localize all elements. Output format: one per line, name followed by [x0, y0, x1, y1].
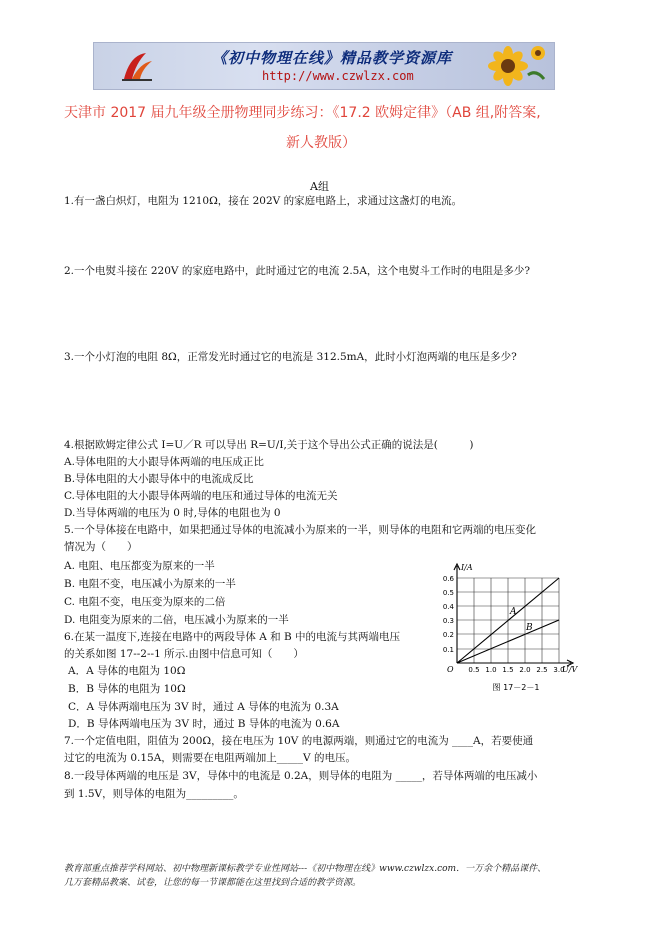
x-tick-label: 3.0	[553, 666, 565, 674]
y-axis-label: I/A	[461, 563, 473, 572]
figure-17-2-1	[438, 560, 580, 696]
line-b-label: B	[526, 623, 533, 633]
question-7-line-2: 过它的电流为 0.15A，则需要在电阻两端加上_____V 的电压。	[64, 752, 356, 764]
x-tick-label: 1.0	[485, 666, 497, 674]
line-a-label: A	[510, 607, 517, 617]
question-6-option-b: B．B 导体的电阻为 10Ω	[68, 683, 186, 695]
question-4-option-b: B.导体电阻的大小跟导体中的电流成反比	[64, 473, 254, 485]
question-3: 3.一个小灯泡的电阻 8Ω，正常发光时通过它的电流是 312.5mA，此时小灯泡两端的电压是多少?	[64, 351, 517, 363]
origin-label: O	[447, 665, 454, 674]
x-tick-label: 1.5	[502, 666, 514, 674]
title-line-1: 天津市 2017 届九年级全册物理同步练习：《17.2 欧姆定律》（AB 组,附答案,	[64, 105, 541, 121]
question-4-option-c: C.导体电阻的大小跟导体两端的电压和通过导体的电流无关	[64, 490, 338, 502]
question-5-line-2: 情况为（ ）	[64, 541, 138, 553]
question-8-line-2: 到 1.5V，则导体的电阻为_________。	[64, 788, 244, 800]
y-tick-label: 0.1	[442, 646, 454, 654]
x-axis-label: U/V	[562, 665, 578, 674]
x-tick-label: 0.5	[468, 666, 480, 674]
question-6-option-d: D．B 导体两端电压为 3V 时，通过 B 导体的电流为 0.6A	[68, 718, 340, 730]
page-footer	[64, 862, 624, 890]
question-5-option-a: A. 电阻、电压都变为原来的一半	[64, 560, 215, 572]
question-6-line-2: 的关系如图 17--2--1 所示.由图中信息可知（ ）	[64, 648, 304, 660]
title-line-2: 新人教版）	[286, 135, 356, 151]
header-banner	[93, 42, 555, 90]
question-5-option-b: B. 电阻不变，电压减小为原来的一半	[64, 578, 236, 590]
question-4-option-d: D.当导体两端的电压为 0 时,导体的电阻也为 0	[64, 507, 281, 519]
y-tick-label: 0.3	[442, 617, 454, 625]
y-tick-label: 0.6	[442, 575, 454, 583]
question-4: 4.根据欧姆定律公式 I=U／R 可以导出 R=U/I,关于这个导出公式正确的说法是( )	[64, 439, 474, 451]
question-1: 1.有一盏白炽灯，电阻为 1210Ω，接在 202V 的家庭电路上，求通过这盏灯的电流。	[64, 195, 463, 207]
y-tick-label: 0.5	[442, 589, 454, 597]
question-5-line-1: 5.一个导体接在电路中，如果把通过导体的电流减小为原来的一半，则导体的电阻和它两端的电压变化	[64, 524, 537, 536]
sunflower-icon	[478, 45, 548, 87]
question-6-option-c: C．A 导体两端电压为 3V 时，通过 A 导体的电流为 0.3A	[68, 701, 339, 713]
group-label: A组	[310, 180, 329, 193]
x-tick-label: 2.5	[536, 666, 548, 674]
question-5-option-c: C. 电阻不变，电压变为原来的二倍	[64, 596, 226, 608]
y-tick-label: 0.2	[442, 631, 454, 639]
question-8-line-1: 8.一段导体两端的电压是 3V，导体中的电流是 0.2A，则导体的电阻为 _____，若导体两端的电压减小	[64, 770, 538, 782]
figure-caption: 图 17－2－1	[492, 683, 540, 692]
banner-url[interactable]: http://www.czwlzx.com	[262, 69, 414, 83]
site-logo-icon	[120, 49, 154, 83]
banner-title: 《初中物理在线》精品教学资源库	[212, 49, 453, 67]
question-6-line-1: 6.在某一温度下,连接在电路中的两段导体 A 和 B 中的电流与其两端电压	[64, 631, 401, 643]
question-4-option-a: A.导体电阻的大小跟导体两端的电压成正比	[64, 456, 264, 468]
document-title	[64, 98, 604, 158]
x-tick-label: 2.0	[519, 666, 531, 674]
question-5-option-d: D. 电阻变为原来的二倍，电压减小为原来的一半	[64, 614, 289, 626]
y-tick-label: 0.4	[442, 603, 454, 611]
question-6-option-a: A．A 导体的电阻为 10Ω	[68, 665, 186, 677]
question-7-line-1: 7.一个定值电阻，阻值为 200Ω，接在电压为 10V 的电源两端，则通过它的电流为 ____A，若要使通	[64, 735, 534, 747]
footer-line-2: 几万套精品教案、试卷，让您的每一节课都能在这里找到合适的教学资源。	[64, 878, 362, 888]
footer-line-1: 教育部重点推荐学科网站、初中物理新课标教学专业性网站---《初中物理在线》www.czwlzx.com．一万余个精品课件、	[64, 864, 547, 874]
question-2: 2.一个电熨斗接在 220V 的家庭电路中，此时通过它的电流 2.5A，这个电熨斗工作时的电阻是多少?	[64, 265, 531, 277]
